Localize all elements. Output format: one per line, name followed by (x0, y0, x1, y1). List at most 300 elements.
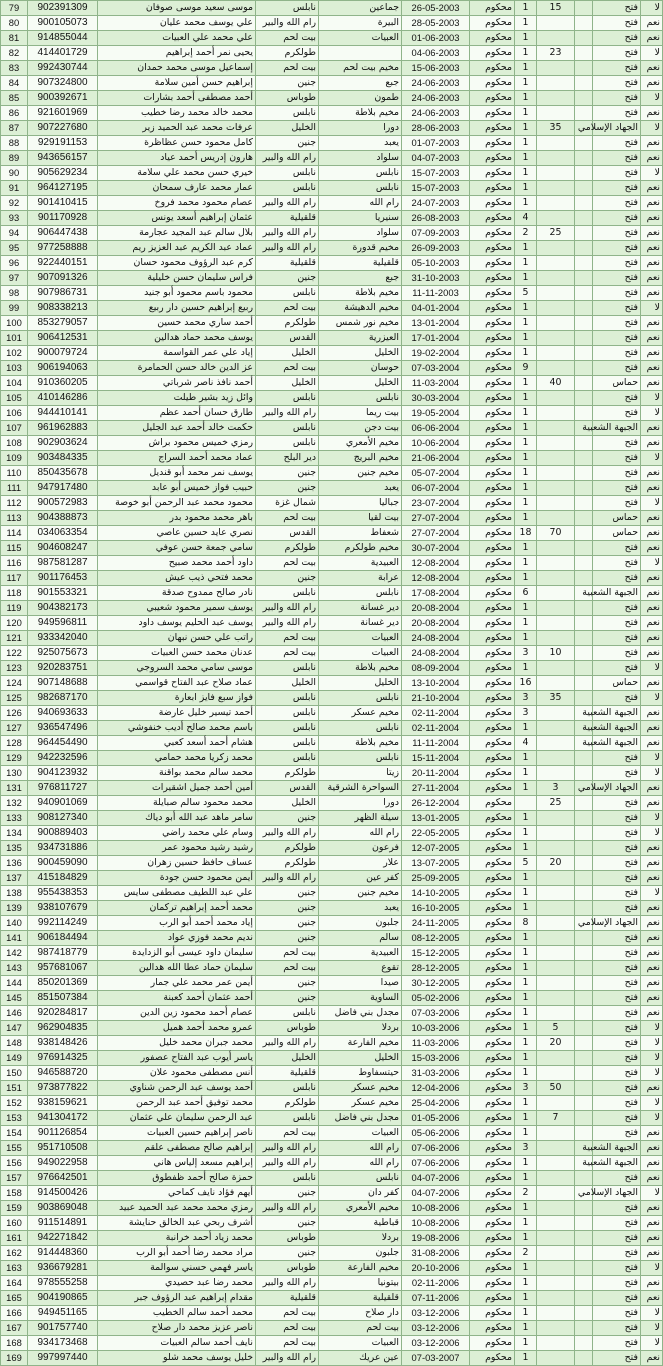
cell-faction: فتح (593, 61, 641, 76)
cell-status: محكوم (470, 721, 515, 736)
cell-status: محكوم (470, 796, 515, 811)
cell-age (537, 571, 575, 586)
cell-extra (575, 751, 593, 766)
cell-town: نابلس (319, 166, 402, 181)
cell-id-number: 907986731 (28, 286, 98, 301)
cell-faction: فتح (593, 136, 641, 151)
cell-faction: فتح (593, 1336, 641, 1351)
table-row (1, 781, 663, 796)
cell-index: 113 (1, 511, 28, 526)
cell-date: 05-10-2003 (402, 256, 470, 271)
cell-age (537, 31, 575, 46)
cell-faction: فتح (593, 616, 641, 631)
cell-extra (575, 511, 593, 526)
cell-faction: فتح (593, 631, 641, 646)
cell-governorate: نابلس (256, 736, 319, 751)
cell-governorate: بيت لحم (256, 1306, 319, 1321)
cell-married: لا (641, 661, 663, 676)
cell-married: لا (641, 1111, 663, 1126)
cell-age (537, 271, 575, 286)
cell-date: 15-03-2006 (402, 1051, 470, 1066)
cell-age (537, 916, 575, 931)
cell-id-number: 940693633 (28, 706, 98, 721)
cell-governorate: نابلس (256, 436, 319, 451)
cell-name: وائل زيد بشير طيلت (98, 391, 256, 406)
cell-date: 17-08-2004 (402, 586, 470, 601)
cell-married: نعم (641, 781, 663, 796)
table-row (1, 466, 663, 481)
cell-age: 20 (537, 1036, 575, 1051)
cell-extra (575, 76, 593, 91)
cell-extra (575, 1126, 593, 1141)
cell-status: محكوم (470, 1216, 515, 1231)
cell-name: علي عبد اللطيف مصطفى سايس (98, 886, 256, 901)
cell-town: مخيم نور شمس (319, 316, 402, 331)
cell-governorate: جنين (256, 901, 319, 916)
cell-id-number: 929191153 (28, 136, 98, 151)
cell-age (537, 1141, 575, 1156)
cell-index: 163 (1, 1261, 28, 1276)
cell-name: محمد رضا عبد حصيدي (98, 1276, 256, 1291)
cell-faction: فتح (593, 1201, 641, 1216)
cell-id-number: 914500426 (28, 1186, 98, 1201)
cell-count: 1 (515, 721, 537, 736)
cell-id-number: 920284817 (28, 1006, 98, 1021)
cell-age (537, 451, 575, 466)
cell-date: 04-07-2006 (402, 1171, 470, 1186)
cell-age (537, 256, 575, 271)
cell-index: 132 (1, 796, 28, 811)
cell-count: 1 (515, 1126, 537, 1141)
cell-id-number: 922440151 (28, 256, 98, 271)
cell-age (537, 841, 575, 856)
cell-index: 167 (1, 1321, 28, 1336)
cell-date: 16-10-2005 (402, 901, 470, 916)
cell-age (537, 1186, 575, 1201)
cell-name: محمود محمد عبد الرحمن أبو خوصة (98, 496, 256, 511)
cell-governorate: طوباس (256, 91, 319, 106)
table-row (1, 451, 663, 466)
cell-extra (575, 256, 593, 271)
cell-town: بيتونيا (319, 1276, 402, 1291)
cell-age: 70 (537, 526, 575, 541)
cell-married: لا (641, 1066, 663, 1081)
cell-status: محكوم (470, 1066, 515, 1081)
cell-town: مخيم الأمعري (319, 436, 402, 451)
cell-extra (575, 226, 593, 241)
cell-faction: فتح (593, 1126, 641, 1141)
cell-id-number: 955438353 (28, 886, 98, 901)
cell-married: نعم (641, 856, 663, 871)
cell-index: 88 (1, 136, 28, 151)
cell-age (537, 826, 575, 841)
cell-name: أحمد نافذ ناصر شرباتي (98, 376, 256, 391)
cell-status: محكوم (470, 406, 515, 421)
cell-status: محكوم (470, 1111, 515, 1126)
cell-index: 154 (1, 1126, 28, 1141)
cell-count: 1 (515, 196, 537, 211)
cell-married: لا (641, 1096, 663, 1111)
cell-name: إسماعيل موسى محمد حمدان (98, 61, 256, 76)
cell-faction: فتح (593, 256, 641, 271)
cell-name: يحيى نمر أحمد إبراهيم (98, 46, 256, 61)
table-row (1, 1171, 663, 1186)
cell-governorate: قلقيلية (256, 1291, 319, 1306)
cell-date: 24-06-2003 (402, 91, 470, 106)
cell-status: محكوم (470, 826, 515, 841)
table-row (1, 1246, 663, 1261)
cell-town: علار (319, 856, 402, 871)
cell-extra (575, 526, 593, 541)
cell-town: مجدل بني فاضل (319, 1006, 402, 1021)
cell-age (537, 1246, 575, 1261)
cell-faction: فتح (593, 271, 641, 286)
cell-age (537, 91, 575, 106)
cell-town: جلبون (319, 1246, 402, 1261)
cell-faction: فتح (593, 196, 641, 211)
cell-faction: فتح (593, 556, 641, 571)
cell-count: 1 (515, 256, 537, 271)
cell-date: 20-10-2006 (402, 1261, 470, 1276)
cell-town: رام الله (319, 1156, 402, 1171)
cell-date: 10-06-2004 (402, 436, 470, 451)
cell-extra (575, 691, 593, 706)
cell-age (537, 211, 575, 226)
cell-faction: الجبهة الشعبية (593, 586, 641, 601)
cell-date: 26-09-2003 (402, 241, 470, 256)
cell-id-number: 905629234 (28, 166, 98, 181)
cell-id-number: 942232596 (28, 751, 98, 766)
cell-governorate: رام الله والبير (256, 151, 319, 166)
cell-extra (575, 376, 593, 391)
cell-married: لا (641, 451, 663, 466)
table-row (1, 1111, 663, 1126)
cell-town: قباطية (319, 1216, 402, 1231)
cell-faction: فتح (593, 496, 641, 511)
cell-faction: فتح (593, 1066, 641, 1081)
table-row (1, 946, 663, 961)
cell-status: محكوم (470, 766, 515, 781)
table-row (1, 151, 663, 166)
cell-age (537, 466, 575, 481)
cell-name: هارون إدريس أحمد عياد (98, 151, 256, 166)
cell-governorate: بيت لحم (256, 646, 319, 661)
cell-index: 106 (1, 406, 28, 421)
cell-extra (575, 316, 593, 331)
cell-name: سامر ماهد عبد الله أبو دياك (98, 811, 256, 826)
cell-town: تقوع (319, 961, 402, 976)
cell-id-number: 904190865 (28, 1291, 98, 1306)
cell-age (537, 1231, 575, 1246)
cell-status: محكوم (470, 526, 515, 541)
cell-age (537, 76, 575, 91)
cell-extra (575, 166, 593, 181)
cell-index: 158 (1, 1186, 28, 1201)
cell-name: ناصر إبراهيم حسين العبيات (98, 1126, 256, 1141)
cell-date: 12-04-2006 (402, 1081, 470, 1096)
cell-governorate: قلقيلية (256, 211, 319, 226)
cell-faction: فتح (593, 1216, 641, 1231)
cell-faction: فتح (593, 1096, 641, 1111)
cell-status: محكوم (470, 601, 515, 616)
cell-governorate: نابلس (256, 421, 319, 436)
cell-status: محكوم (470, 76, 515, 91)
cell-index: 127 (1, 721, 28, 736)
cell-name: كامل محمود حسن عظاظرة (98, 136, 256, 151)
cell-count: 1 (515, 976, 537, 991)
cell-name: يوسف سمير محمود شعيبي (98, 601, 256, 616)
cell-name: رمزي خميس محمود براش (98, 436, 256, 451)
cell-date: 15-11-2004 (402, 751, 470, 766)
cell-id-number: 900889403 (28, 826, 98, 841)
cell-date: 05-07-2004 (402, 466, 470, 481)
cell-extra (575, 1036, 593, 1051)
cell-name: باهر محمد محمود بدر (98, 511, 256, 526)
cell-index: 144 (1, 976, 28, 991)
cell-extra (575, 1336, 593, 1351)
cell-married: نعم (641, 1006, 663, 1021)
cell-married: نعم (641, 1141, 663, 1156)
cell-faction: فتح (593, 1291, 641, 1306)
cell-name: طارق حسان أحمد عظم (98, 406, 256, 421)
cell-id-number: 973877822 (28, 1081, 98, 1096)
cell-count: 8 (515, 916, 537, 931)
cell-age: 3 (537, 781, 575, 796)
cell-date: 02-11-2004 (402, 706, 470, 721)
cell-age (537, 1276, 575, 1291)
cell-status: محكوم (470, 1246, 515, 1261)
cell-index: 96 (1, 256, 28, 271)
cell-id-number: 904388873 (28, 511, 98, 526)
table-row (1, 421, 663, 436)
cell-status: محكوم (470, 871, 515, 886)
cell-married: نعم (641, 1126, 663, 1141)
cell-faction: فتح (593, 886, 641, 901)
cell-governorate: جنين (256, 481, 319, 496)
cell-count: 1 (515, 1156, 537, 1171)
cell-status: محكوم (470, 301, 515, 316)
cell-age (537, 436, 575, 451)
cell-extra (575, 1321, 593, 1336)
cell-faction: فتح (593, 991, 641, 1006)
cell-faction: فتح (593, 661, 641, 676)
cell-faction: فتح (593, 181, 641, 196)
cell-index: 86 (1, 106, 28, 121)
cell-id-number: 946588720 (28, 1066, 98, 1081)
cell-governorate: نابلس (256, 391, 319, 406)
cell-age (537, 361, 575, 376)
cell-index: 141 (1, 931, 28, 946)
cell-town: حوسان (319, 361, 402, 376)
cell-count: 1 (515, 76, 537, 91)
cell-name: سامي جمعة حسن عوفي (98, 541, 256, 556)
cell-index: 85 (1, 91, 28, 106)
cell-age (537, 541, 575, 556)
cell-married: نعم (641, 511, 663, 526)
cell-status: محكوم (470, 1276, 515, 1291)
cell-date: 07-03-2004 (402, 361, 470, 376)
cell-name: محمد زياد أحمد خرانبة (98, 1231, 256, 1246)
cell-town: نابلس (319, 751, 402, 766)
cell-town: مخيم البريج (319, 451, 402, 466)
cell-index: 114 (1, 526, 28, 541)
cell-count: 1 (515, 61, 537, 76)
cell-count: 2 (515, 226, 537, 241)
cell-count: 1 (515, 301, 537, 316)
cell-governorate: طولكرم (256, 541, 319, 556)
cell-status: محكوم (470, 1201, 515, 1216)
cell-married: نعم (641, 466, 663, 481)
cell-governorate: الخليل (256, 376, 319, 391)
cell-extra (575, 946, 593, 961)
cell-id-number: 911514891 (28, 1216, 98, 1231)
cell-extra (575, 496, 593, 511)
cell-index: 164 (1, 1276, 28, 1291)
cell-faction: فتح (593, 466, 641, 481)
cell-governorate: نابلس (256, 1006, 319, 1021)
cell-id-number: 853279057 (28, 316, 98, 331)
cell-status: محكوم (470, 256, 515, 271)
cell-town: دار صلاح (319, 1306, 402, 1321)
table-row (1, 661, 663, 676)
cell-name: أنس مصطفى محمود علان (98, 1066, 256, 1081)
cell-id-number: 992430744 (28, 61, 98, 76)
cell-faction: فتح (593, 1261, 641, 1276)
cell-index: 165 (1, 1291, 28, 1306)
cell-name: ياسر فهمي حسني سوالمة (98, 1261, 256, 1276)
cell-town: مخيم بلاطة (319, 286, 402, 301)
cell-governorate: طولكرم (256, 46, 319, 61)
table-row (1, 1051, 663, 1066)
cell-faction: الجهاد الإسلامي (593, 781, 641, 796)
cell-governorate: طوباس (256, 1261, 319, 1276)
cell-status: محكوم (470, 1036, 515, 1051)
cell-age (537, 1336, 575, 1351)
cell-index: 89 (1, 151, 28, 166)
cell-faction: فتح (593, 961, 641, 976)
cell-date: 27-07-2004 (402, 511, 470, 526)
cell-town: الخليل (319, 1051, 402, 1066)
cell-married: لا (641, 121, 663, 136)
cell-age (537, 106, 575, 121)
cell-id-number: 907091326 (28, 271, 98, 286)
cell-married: نعم (641, 976, 663, 991)
cell-governorate: بيت لحم (256, 31, 319, 46)
table-row (1, 391, 663, 406)
cell-date: 01-05-2006 (402, 1111, 470, 1126)
cell-index: 91 (1, 181, 28, 196)
cell-married: نعم (641, 946, 663, 961)
cell-age (537, 661, 575, 676)
cell-id-number: 938159621 (28, 1096, 98, 1111)
cell-count: 4 (515, 211, 537, 226)
cell-age: 35 (537, 691, 575, 706)
cell-count: 1 (515, 16, 537, 31)
cell-count: 1 (515, 1306, 537, 1321)
cell-index: 109 (1, 451, 28, 466)
cell-date: 24-08-2004 (402, 631, 470, 646)
cell-extra (575, 1351, 593, 1366)
cell-status: محكوم (470, 121, 515, 136)
cell-married: نعم (641, 286, 663, 301)
table-row (1, 751, 663, 766)
cell-name: أيمن عمر محمد علي جمار (98, 976, 256, 991)
cell-governorate: بيت لحم (256, 301, 319, 316)
cell-extra (575, 241, 593, 256)
cell-town: العبيدية (319, 556, 402, 571)
table-row (1, 616, 663, 631)
table-row (1, 1, 663, 16)
cell-town: العيزرية (319, 331, 402, 346)
cell-date: 01-06-2003 (402, 31, 470, 46)
cell-index: 155 (1, 1141, 28, 1156)
cell-status: محكوم (470, 331, 515, 346)
cell-town: نابلس (319, 691, 402, 706)
cell-status: محكوم (470, 286, 515, 301)
cell-count: 1 (515, 1291, 537, 1306)
cell-extra (575, 796, 593, 811)
cell-age (537, 961, 575, 976)
cell-date: 21-10-2004 (402, 691, 470, 706)
table-row (1, 886, 663, 901)
cell-town: جلبون (319, 916, 402, 931)
cell-town: دير غسانة (319, 601, 402, 616)
cell-age (537, 151, 575, 166)
cell-date: 12-07-2005 (402, 841, 470, 856)
cell-married: نعم (641, 16, 663, 31)
cell-index: 130 (1, 766, 28, 781)
cell-date: 24-08-2004 (402, 646, 470, 661)
cell-count: 1 (515, 346, 537, 361)
cell-count: 1 (515, 91, 537, 106)
cell-id-number: 949022958 (28, 1156, 98, 1171)
cell-index: 121 (1, 631, 28, 646)
cell-index: 90 (1, 166, 28, 181)
cell-index: 103 (1, 361, 28, 376)
cell-status: محكوم (470, 361, 515, 376)
cell-age (537, 421, 575, 436)
cell-governorate: رام الله والبير (256, 241, 319, 256)
cell-status: محكوم (470, 1021, 515, 1036)
cell-name: عمار محمد عارف سمحان (98, 181, 256, 196)
cell-name: أمين أحمد جميل اشقيرات (98, 781, 256, 796)
table-row (1, 1201, 663, 1216)
cell-status: محكوم (470, 1126, 515, 1141)
cell-married: لا (641, 1036, 663, 1051)
cell-count: 1 (515, 616, 537, 631)
cell-status: محكوم (470, 481, 515, 496)
cell-count: 1 (515, 946, 537, 961)
cell-id-number: 902391309 (28, 1, 98, 16)
cell-married: نعم (641, 706, 663, 721)
cell-status: محكوم (470, 226, 515, 241)
cell-town: نابلس (319, 1171, 402, 1186)
cell-governorate: جنين (256, 136, 319, 151)
cell-index: 107 (1, 421, 28, 436)
cell-governorate: رام الله والبير (256, 16, 319, 31)
cell-date: 04-07-2006 (402, 1186, 470, 1201)
cell-index: 101 (1, 331, 28, 346)
cell-age (537, 1066, 575, 1081)
cell-id-number: 907227680 (28, 121, 98, 136)
cell-date: 28-06-2003 (402, 121, 470, 136)
cell-id-number: 941304172 (28, 1111, 98, 1126)
cell-index: 166 (1, 1306, 28, 1321)
cell-id-number: 415184829 (28, 871, 98, 886)
cell-extra (575, 601, 593, 616)
cell-town: نابلس (319, 586, 402, 601)
cell-faction: فتح (593, 316, 641, 331)
